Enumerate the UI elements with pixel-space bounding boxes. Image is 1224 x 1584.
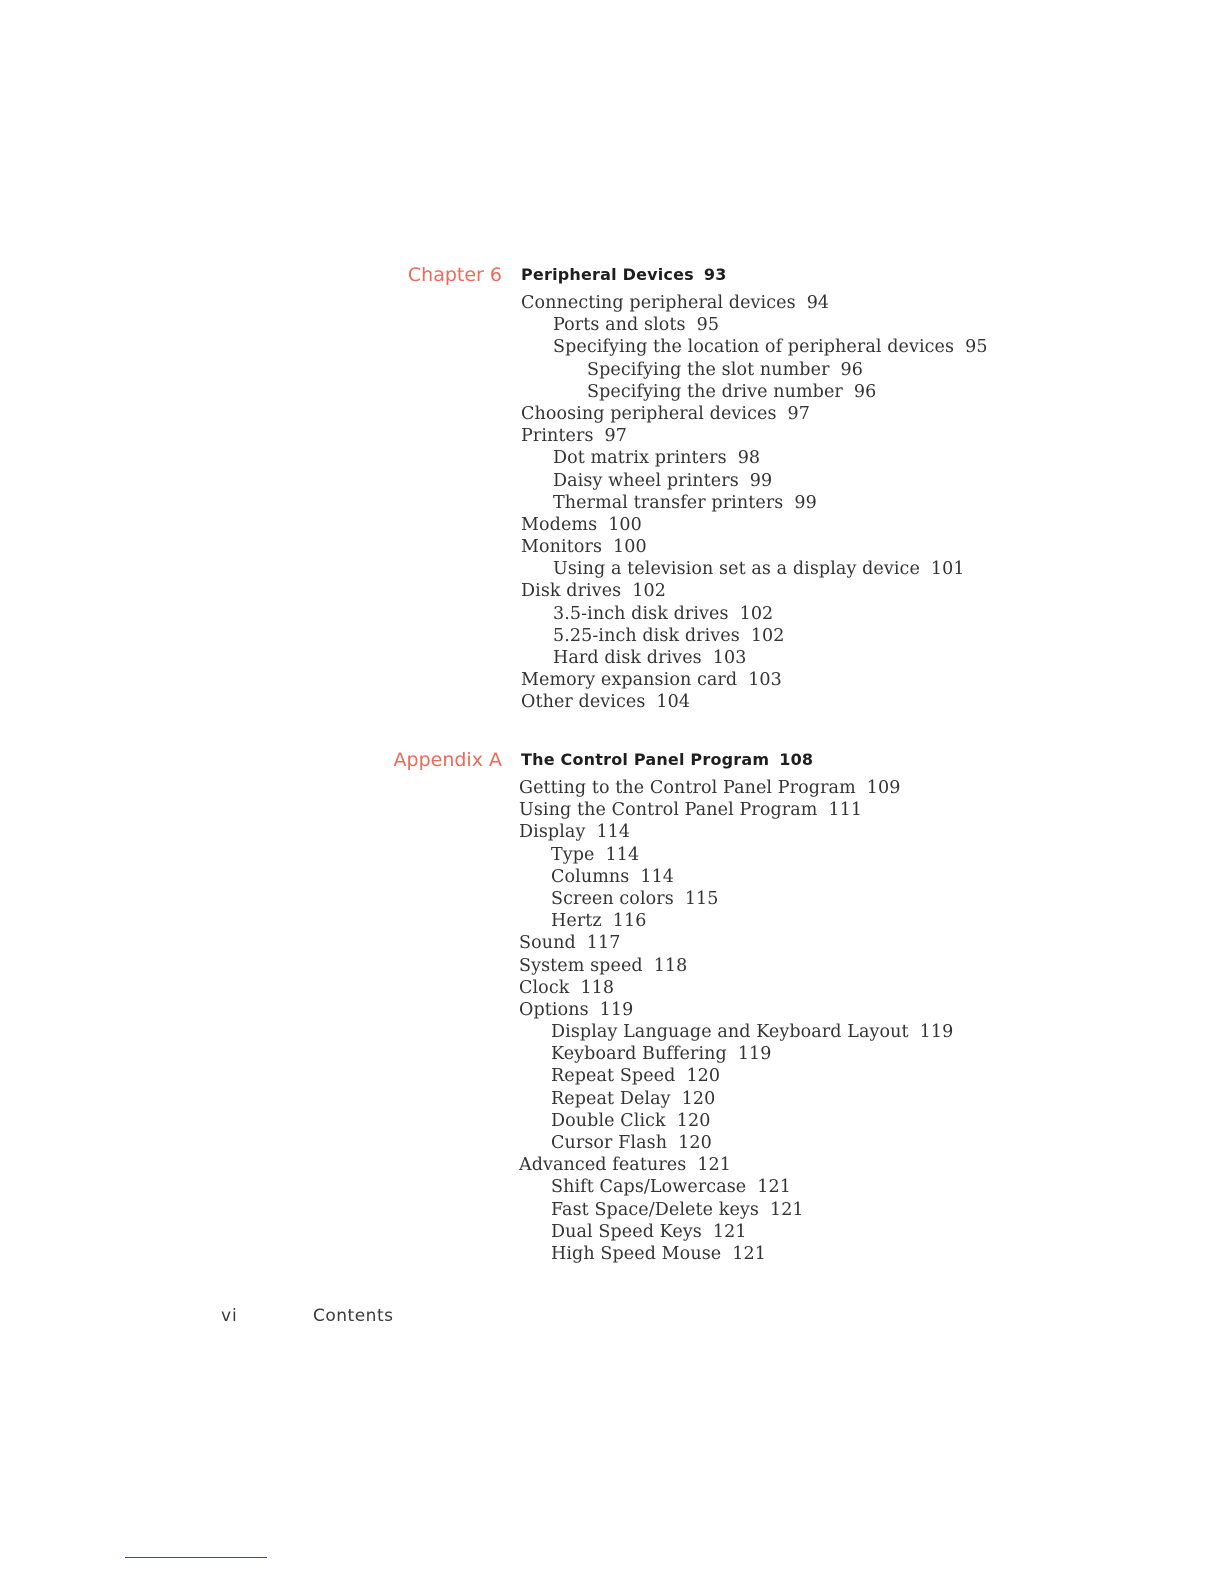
toc-entry-text: Cursor Flash (551, 1133, 668, 1153)
toc-entry (519, 932, 953, 954)
toc-entry-text: Using the Control Panel Program (519, 800, 818, 821)
toc-entry (521, 691, 988, 713)
section-title (521, 262, 727, 288)
toc-entry (521, 558, 988, 580)
toc-entry-text: Printers (521, 426, 594, 447)
toc-entry-text: Fast Space/Delete keys (551, 1199, 759, 1220)
toc-entry (519, 1065, 953, 1087)
toc-entry-text: Using a television set as a display device (553, 559, 920, 580)
toc-entry (519, 955, 953, 977)
toc-entry (521, 625, 988, 647)
toc-entry-text: Double Click (551, 1110, 666, 1131)
toc-entry-page: 99 (749, 470, 773, 491)
toc-entry-page: 120 (681, 1088, 716, 1109)
toc-entry-text: Specifying the location of peripheral devices (553, 337, 955, 358)
toc-entry-text: Hertz (551, 911, 602, 932)
toc-entry-page: 121 (732, 1243, 766, 1264)
toc-entry (519, 777, 953, 799)
footer-running-title: Contents (313, 1306, 394, 1326)
toc-entry-page: 103 (748, 670, 782, 691)
toc-entry-text: Shift Caps/Lowercase (551, 1177, 747, 1198)
bottom-rule (125, 1557, 267, 1558)
section-title-page: 93 (703, 265, 727, 284)
toc-entry (519, 1243, 953, 1265)
toc-entry (521, 603, 988, 625)
toc-entry (521, 470, 988, 492)
toc-entry-text: Connecting peripheral devices (521, 293, 796, 313)
toc-entry (519, 910, 953, 932)
toc-entry (521, 336, 988, 358)
toc-entry-text: Modems (521, 514, 598, 535)
section-title (521, 747, 813, 773)
toc-entry-page: 120 (678, 1133, 712, 1153)
toc-entry-text: Memory expansion card (521, 670, 738, 691)
toc-entry-text: Repeat Speed (551, 1066, 676, 1087)
toc-entry-list (519, 777, 953, 1265)
toc-entry-page: 120 (686, 1066, 721, 1087)
toc-entry-text: Other devices (521, 692, 646, 713)
toc-entry-page: 119 (919, 1022, 954, 1043)
toc-entry-page: 102 (632, 581, 666, 602)
toc-entry-page: 114 (640, 866, 675, 887)
toc-entry-text: Type (551, 844, 595, 865)
toc-entry-text: Dual Speed Keys (551, 1221, 702, 1242)
toc-entry (521, 669, 988, 691)
toc-entry-text: Specifying the drive number (587, 381, 843, 402)
toc-entry-page: 118 (653, 955, 688, 976)
section-title-page: 108 (779, 750, 814, 769)
toc-entry-text: Specifying the slot number (587, 359, 830, 380)
toc-entry-text: Advanced features (519, 1155, 687, 1176)
toc-entry-page: 111 (828, 800, 863, 821)
toc-entry-text: Dot matrix printers (553, 448, 727, 469)
toc-entry-text: Ports and slots (553, 315, 686, 336)
toc-entry-page: 119 (599, 999, 634, 1020)
toc-entry-page: 98 (737, 448, 761, 469)
toc-entry (521, 292, 988, 314)
toc-entry-text: Columns (551, 866, 630, 887)
section-label: Appendix A (393, 749, 502, 771)
toc-entry (519, 1154, 953, 1176)
toc-entry (521, 314, 988, 336)
toc-entry (519, 1199, 953, 1221)
toc-entry-text: 3.5-inch disk drives (553, 603, 729, 624)
footer-page-number: vi (221, 1306, 238, 1326)
toc-entry-page: 121 (757, 1177, 791, 1198)
toc-entry-page: 114 (605, 844, 640, 865)
toc-entry (519, 999, 953, 1021)
toc-entry-text: Display (519, 822, 586, 843)
toc-entry-text: Clock (519, 977, 570, 998)
toc-entry-page: 103 (712, 648, 747, 668)
toc-entry (521, 425, 988, 447)
toc-entry (519, 1088, 953, 1110)
toc-entry (519, 1021, 953, 1043)
section-title-text: Peripheral Devices (521, 265, 694, 284)
toc-entry (519, 1043, 953, 1065)
toc-entry (521, 359, 988, 381)
toc-entry-page: 97 (604, 426, 628, 447)
toc-entry-text: Repeat Delay (551, 1088, 671, 1109)
toc-entry-text: Daisy wheel printers (553, 470, 739, 491)
toc-entry-page: 117 (586, 933, 621, 954)
toc-entry-page: 104 (656, 692, 691, 713)
toc-entry (519, 888, 953, 910)
toc-entry-text: Choosing peripheral devices (521, 403, 777, 424)
toc-entry-page: 99 (794, 492, 817, 513)
toc-entry (521, 492, 988, 514)
toc-entry-page: 118 (580, 977, 615, 998)
toc-entry (521, 514, 988, 536)
toc-entry-page: 119 (737, 1044, 772, 1065)
toc-entry-page: 109 (866, 778, 901, 798)
toc-entry-list (521, 292, 988, 714)
section-title-text: The Control Panel Program (521, 750, 770, 769)
toc-entry-text: High Speed Mouse (551, 1243, 722, 1264)
toc-entry (519, 799, 953, 821)
toc-entry-page: 121 (769, 1199, 804, 1220)
toc-entry-page: 115 (684, 888, 719, 909)
toc-entry (521, 536, 988, 558)
toc-entry-text: Monitors (521, 537, 603, 558)
toc-entry-text: Options (519, 999, 589, 1020)
toc-entry-text: 5.25-inch disk drives (553, 625, 740, 646)
toc-entry-page: 102 (739, 603, 774, 624)
toc-entry (521, 381, 988, 403)
toc-entry-page: 116 (612, 911, 647, 932)
toc-entry-text: Disk drives (521, 581, 622, 602)
toc-entry-page: 96 (840, 359, 864, 380)
toc-entry-page: 100 (613, 537, 647, 558)
toc-entry-page: 95 (696, 315, 720, 336)
toc-entry-page: 100 (608, 514, 642, 535)
toc-entry (519, 1221, 953, 1243)
section-label: Chapter 6 (407, 264, 502, 286)
toc-entry (519, 821, 953, 843)
toc-entry-page: 94 (806, 293, 830, 313)
toc-entry-text: Sound (519, 933, 576, 954)
toc-entry-text: Hard disk drives (553, 648, 702, 668)
toc-entry (519, 1132, 953, 1154)
toc-entry (521, 580, 988, 602)
toc-entry (521, 403, 988, 425)
toc-entry (521, 447, 988, 469)
toc-entry-page: 121 (697, 1155, 732, 1176)
toc-entry-page: 101 (930, 559, 965, 580)
toc-entry-page: 96 (853, 381, 877, 402)
toc-entry-page: 102 (750, 625, 785, 646)
toc-entry-text: Keyboard Buffering (551, 1044, 727, 1065)
toc-entry-page: 121 (712, 1221, 747, 1242)
toc-entry (519, 977, 953, 999)
toc-entry (519, 1110, 953, 1132)
toc-entry-page: 114 (596, 822, 631, 843)
toc-entry-text: Display Language and Keyboard Layout (551, 1022, 909, 1043)
toc-entry-page: 95 (965, 337, 988, 358)
toc-entry-text: Screen colors (551, 888, 674, 909)
toc-entry-text: Getting to the Control Panel Program (519, 778, 856, 798)
toc-entry (521, 647, 988, 669)
toc-entry-text: Thermal transfer printers (553, 492, 784, 513)
toc-entry (519, 844, 953, 866)
toc-entry-page: 120 (676, 1110, 711, 1131)
toc-entry-text: System speed (519, 955, 643, 976)
toc-entry-page: 97 (787, 403, 811, 424)
toc-entry (519, 866, 953, 888)
toc-entry (519, 1176, 953, 1198)
